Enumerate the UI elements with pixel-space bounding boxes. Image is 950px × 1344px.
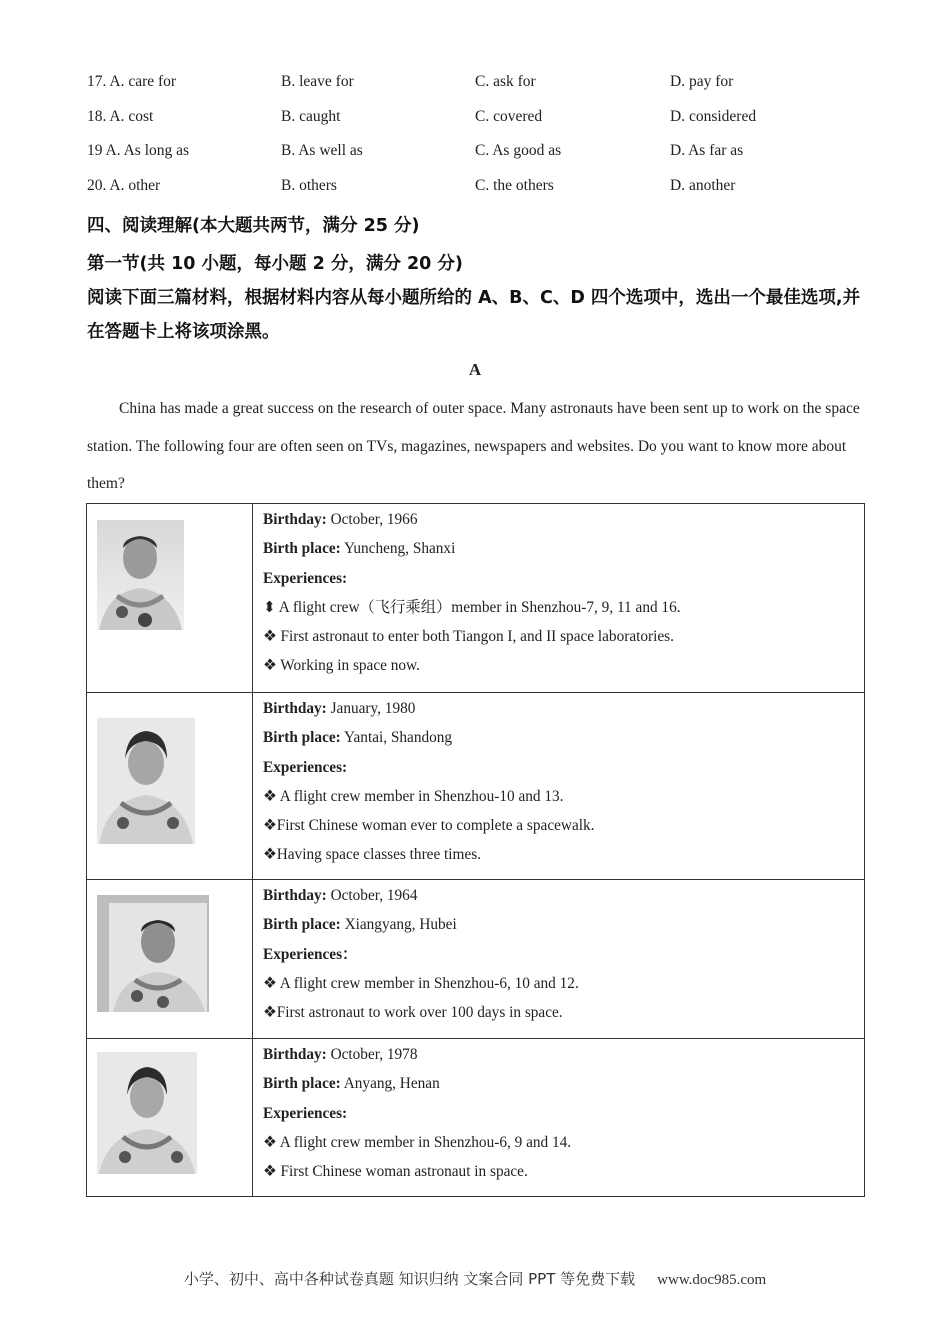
option-a: 17. A. care for <box>87 73 177 90</box>
birthday-value: October, 1978 <box>326 1046 418 1063</box>
birthday-value: October, 1966 <box>326 511 418 528</box>
birthday-label: Birthday: <box>263 700 327 717</box>
info-cell <box>253 693 865 880</box>
passage-text: China has made a great success on the research of outer space. Many astronauts have been sent up to work on the space station. The following four are often seen on TVs, magazines, newspapers and websites. Do you want to know more about them? <box>87 400 860 492</box>
option-d: D. considered <box>670 107 757 125</box>
section-heading: 第一节(共 10 小题，每小题 2 分，满分 20 分) <box>87 254 463 274</box>
option-a: 19 A. As long as <box>87 142 190 159</box>
table-row <box>87 1039 865 1197</box>
photo-cell <box>87 1039 253 1197</box>
birthplace-value: Yantai, Shandong <box>340 729 453 747</box>
experience-item: ❖ A flight crew member in Shenzhou-6, 10 and 12. <box>263 974 579 992</box>
experience-item: ⬍ A flight crew（飞行乘组）member in Shenzhou-7, 9, 11 and 16. <box>263 598 681 616</box>
table-row <box>87 880 865 1039</box>
birthday-label: Birthday: <box>263 1046 327 1063</box>
experiences-label: Experiences： <box>263 945 358 963</box>
table-row <box>87 504 865 693</box>
option-d: D. another <box>670 176 736 194</box>
instruction-text: 阅读下面三篇材料，根据材料内容从每小题所给的 A、B、C、D 四个选项中，选出一个最佳选项,并在答题卡上将该项涂黑。 <box>87 288 861 342</box>
option-d: D. As far as <box>670 142 744 159</box>
option-c: C. ask for <box>475 73 536 90</box>
birthday-label: Birthday: <box>263 511 327 528</box>
info-cell <box>253 504 865 693</box>
option-c: C. the others <box>475 176 554 194</box>
experience-item: ❖Having space classes three times. <box>263 846 482 864</box>
experiences-label: Experiences: <box>263 569 348 587</box>
astronaut-photo <box>87 693 252 853</box>
birthday-value: January, 1980 <box>326 700 416 717</box>
experience-item: ❖First Chinese woman ever to complete a spacewalk. <box>263 817 595 835</box>
photo-cell <box>87 693 253 880</box>
birthplace-value: Anyang, Henan <box>340 1075 440 1093</box>
birthday-value: October, 1964 <box>326 887 418 904</box>
footer-url[interactable]: www.doc985.com <box>657 1272 767 1288</box>
experience-item: ❖ First astronaut to enter both Tiangon I, and II space laboratories. <box>263 628 674 646</box>
birthplace-value: Xiangyang, Hubei <box>340 916 457 934</box>
option-row-18 <box>87 108 887 143</box>
page-footer <box>0 1268 950 1289</box>
experiences-label: Experiences: <box>263 1104 348 1122</box>
birthday-label: Birthday: <box>263 887 327 904</box>
part-heading: 四、阅读理解(本大题共两节，满分 25 分) <box>87 216 420 236</box>
option-b: B. As well as <box>281 142 363 159</box>
option-c: C. covered <box>475 107 543 125</box>
passage-letter: A <box>468 360 482 379</box>
photo-cell <box>87 504 253 693</box>
experience-item: ❖ Working in space now. <box>263 657 420 675</box>
info-cell <box>253 1039 865 1197</box>
option-a: 20. A. other <box>87 176 161 194</box>
option-b: B. caught <box>281 107 341 125</box>
birthplace-label: Birth place: <box>263 916 341 934</box>
astronaut-photo <box>87 1039 252 1189</box>
option-b: B. others <box>281 176 337 194</box>
astronaut-photo <box>87 880 252 1020</box>
option-d: D. pay for <box>670 73 734 90</box>
option-row-19 <box>87 142 887 177</box>
experience-item: ❖ A flight crew member in Shenzhou-10 and 13. <box>263 787 564 805</box>
option-row-20 <box>87 177 887 212</box>
table-row <box>87 693 865 880</box>
astronaut-table <box>86 503 865 1197</box>
option-a: 18. A. cost <box>87 107 154 125</box>
experience-item: ❖ A flight crew member in Shenzhou-6, 9 and 14. <box>263 1133 572 1151</box>
birthplace-label: Birth place: <box>263 540 341 558</box>
footer-text: 小学、初中、高中各种试卷真题 知识归纳 文案合同 PPT 等免费下载 <box>183 1270 636 1288</box>
experience-item: ❖ First Chinese woman astronaut in space. <box>263 1163 528 1181</box>
experience-item: ❖First astronaut to work over 100 days in space. <box>263 1004 563 1022</box>
birthplace-value: Yuncheng, Shanxi <box>340 540 456 558</box>
option-c: C. As good as <box>475 142 562 159</box>
option-row-17 <box>87 73 887 108</box>
option-b: B. leave for <box>281 73 354 90</box>
birthplace-label: Birth place: <box>263 729 341 747</box>
photo-cell <box>87 880 253 1039</box>
answer-options <box>87 73 887 211</box>
info-cell <box>253 880 865 1039</box>
astronaut-photo <box>87 504 252 644</box>
birthplace-label: Birth place: <box>263 1075 341 1093</box>
experiences-label: Experiences: <box>263 758 348 776</box>
